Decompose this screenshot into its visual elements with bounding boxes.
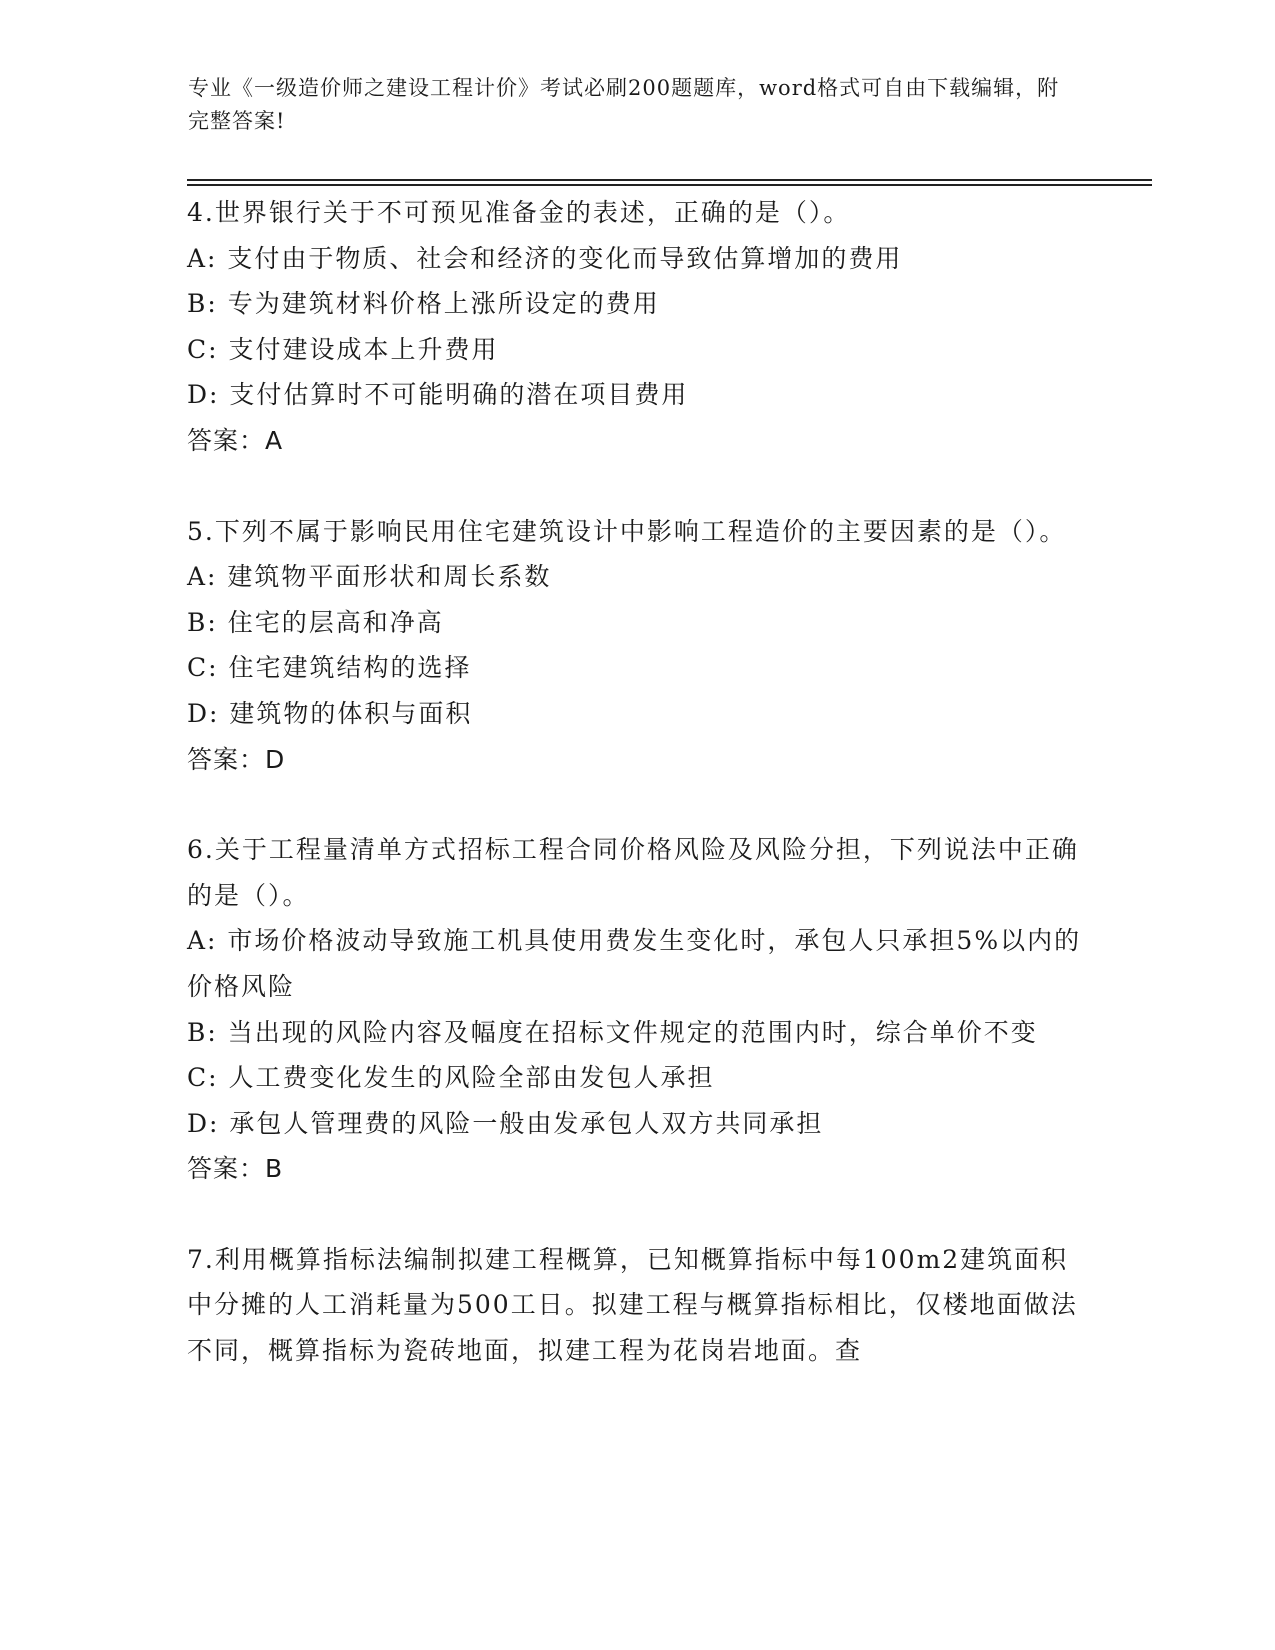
header-divider-top [187, 179, 1152, 181]
question-5 [187, 509, 1087, 783]
spacer [187, 782, 1087, 827]
option-a: A: 市场价格波动导致施工机具使用费发生变化时，承包人只承担5%以内的价格风险 [187, 926, 1082, 1001]
document-header: 专业《一级造价师之建设工程计价》考试必刷200题题库，word格式可自由下载编辑，附完整答案! [188, 76, 1060, 133]
option-d: D: 建筑物的体积与面积 [187, 698, 473, 728]
answer-line: 答案：B [187, 1154, 284, 1184]
option-d: D: 支付估算时不可能明确的潜在项目费用 [187, 380, 689, 410]
option-a: A: 建筑物平面形状和周长系数 [187, 562, 552, 592]
question-stem: 6.关于工程量清单方式招标工程合同价格风险及风险分担，下列说法中正确的是（）。 [187, 835, 1079, 910]
option-a: A: 支付由于物质、社会和经济的变化而导致估算增加的费用 [187, 243, 903, 273]
option-c: C: 人工费变化发生的风险全部由发包人承担 [187, 1063, 715, 1093]
question-7 [187, 1237, 1087, 1374]
question-stem: 4.世界银行关于不可预见准备金的表述，正确的是（）。 [187, 198, 851, 227]
answer-line: 答案：A [187, 425, 284, 455]
question-stem: 7.利用概算指标法编制拟建工程概算，已知概算指标中每100m2建筑面积中分摊的人工消耗量为500工日。拟建工程与概算指标相比，仅楼地面做法不同，概算指标为瓷砖地面，拟建工程为花岗岩地面。查 [187, 1244, 1078, 1366]
option-b: B: 专为建筑材料价格上涨所设定的费用 [187, 289, 660, 319]
option-c: C: 住宅建筑结构的选择 [187, 653, 472, 683]
question-6 [187, 827, 1087, 1192]
question-4 [187, 190, 1087, 464]
option-d: D: 承包人管理费的风险一般由发承包人双方共同承担 [187, 1108, 824, 1138]
header-divider-bottom [187, 184, 1152, 186]
spacer [187, 1192, 1087, 1237]
question-list [187, 190, 1087, 1374]
option-c: C: 支付建设成本上升费用 [187, 334, 499, 364]
spacer [187, 464, 1087, 509]
option-b: B: 当出现的风险内容及幅度在招标文件规定的范围内时，综合单价不变 [187, 1017, 1038, 1047]
option-b: B: 住宅的层高和净高 [187, 607, 444, 637]
answer-line: 答案：D [187, 744, 286, 774]
question-stem: 5.下列不属于影响民用住宅建筑设计中影响工程造价的主要因素的是（）。 [187, 516, 1067, 546]
